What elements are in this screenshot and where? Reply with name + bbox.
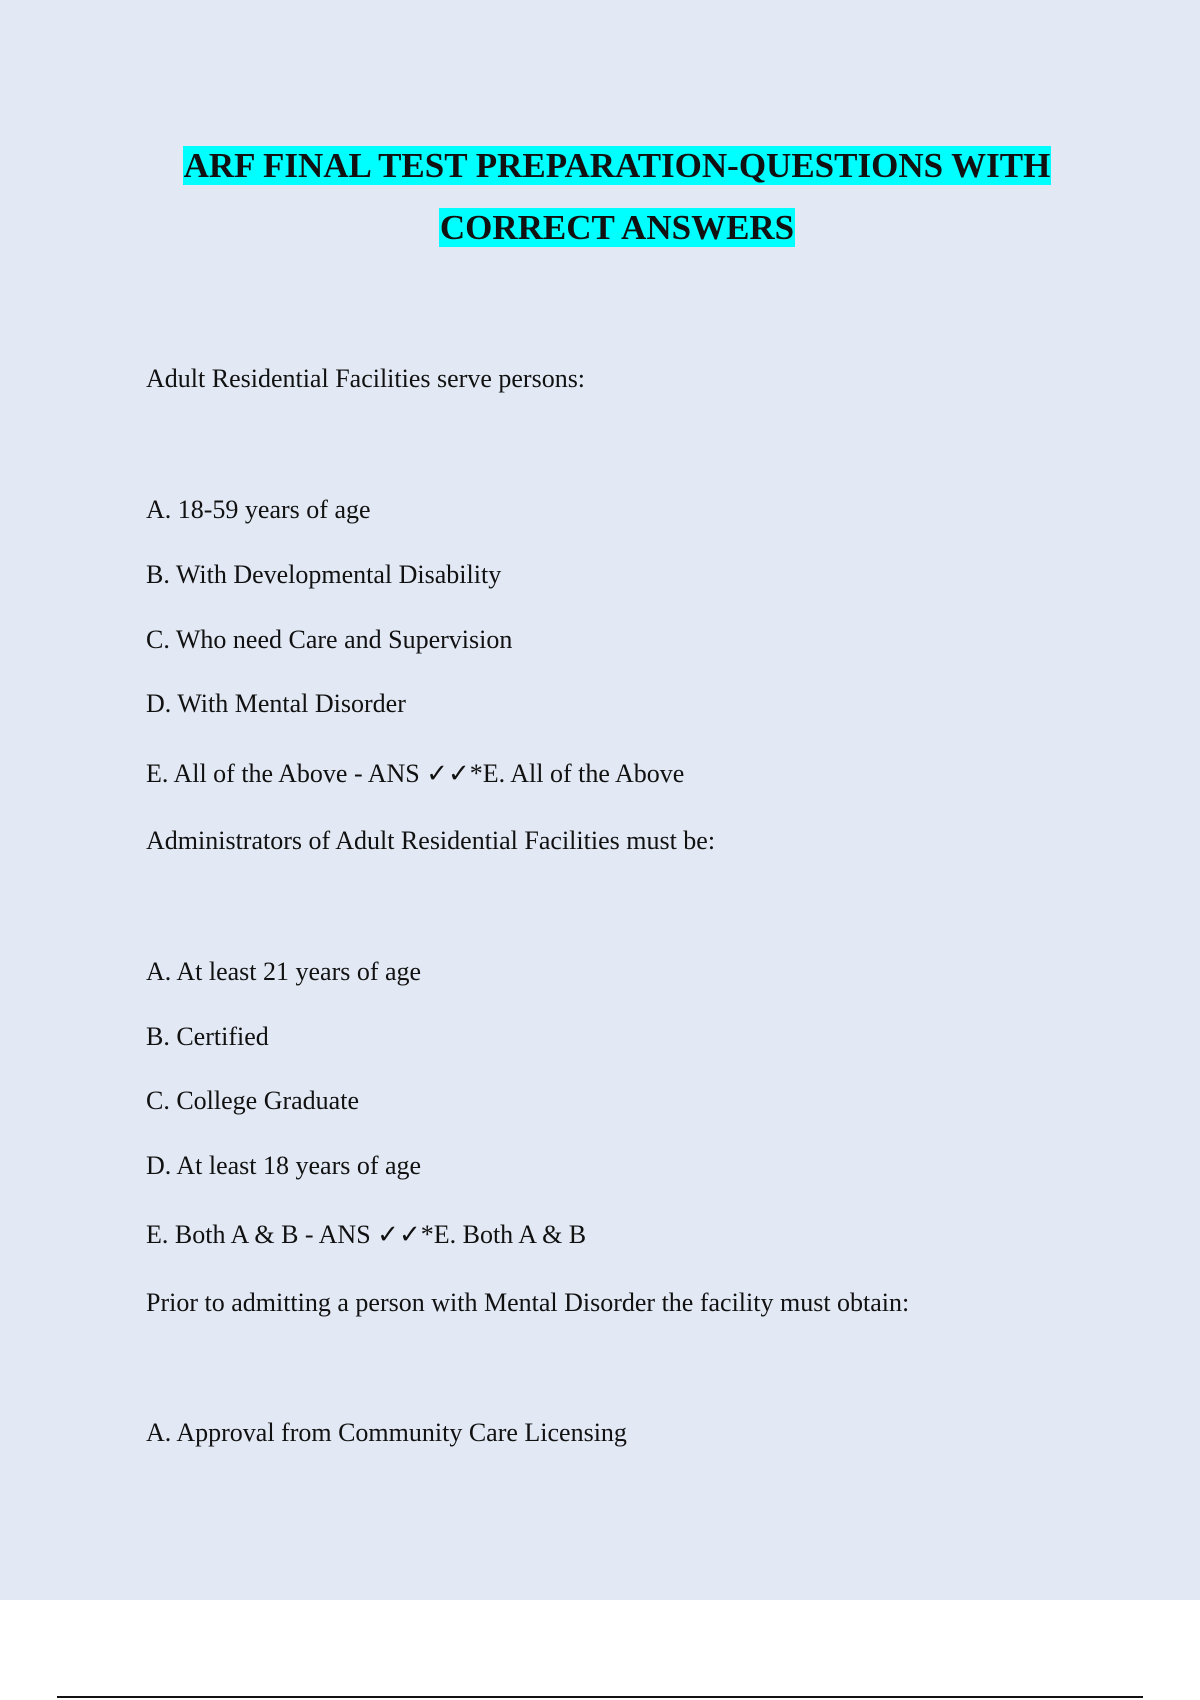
question-2-option-d: D. At least 18 years of age (146, 1151, 422, 1180)
question-1-answer: E. All of the Above - ANS ✓✓*E. All of the Above (146, 759, 685, 788)
question-1-prompt: Adult Residential Facilities serve persons: (146, 364, 586, 393)
question-2-option-b: B. Certified (146, 1022, 269, 1051)
title-highlight-2: CORRECT ANSWERS (439, 208, 795, 247)
document-title-line-1 (0, 146, 1200, 186)
question-2-answer: E. Both A & B - ANS ✓✓*E. Both A & B (146, 1220, 587, 1249)
footer-divider (57, 1696, 1143, 1698)
question-2-option-c: C. College Graduate (146, 1086, 359, 1115)
question-1-option-a: A. 18-59 years of age (146, 495, 371, 524)
question-2-option-a: A. At least 21 years of age (146, 957, 422, 986)
question-2-prompt: Administrators of Adult Residential Facilities must be: (146, 826, 716, 855)
document-title-line-2 (0, 208, 1200, 248)
title-highlight-1: ARF FINAL TEST PREPARATION-QUESTIONS WITH (183, 146, 1051, 185)
question-1-option-d: D. With Mental Disorder (146, 689, 406, 718)
question-3-option-a: A. Approval from Community Care Licensing (146, 1418, 627, 1447)
question-3-prompt: Prior to admitting a person with Mental Disorder the facility must obtain: (146, 1288, 910, 1317)
question-1-option-c: C. Who need Care and Supervision (146, 625, 513, 654)
question-1-option-b: B. With Developmental Disability (146, 560, 502, 589)
